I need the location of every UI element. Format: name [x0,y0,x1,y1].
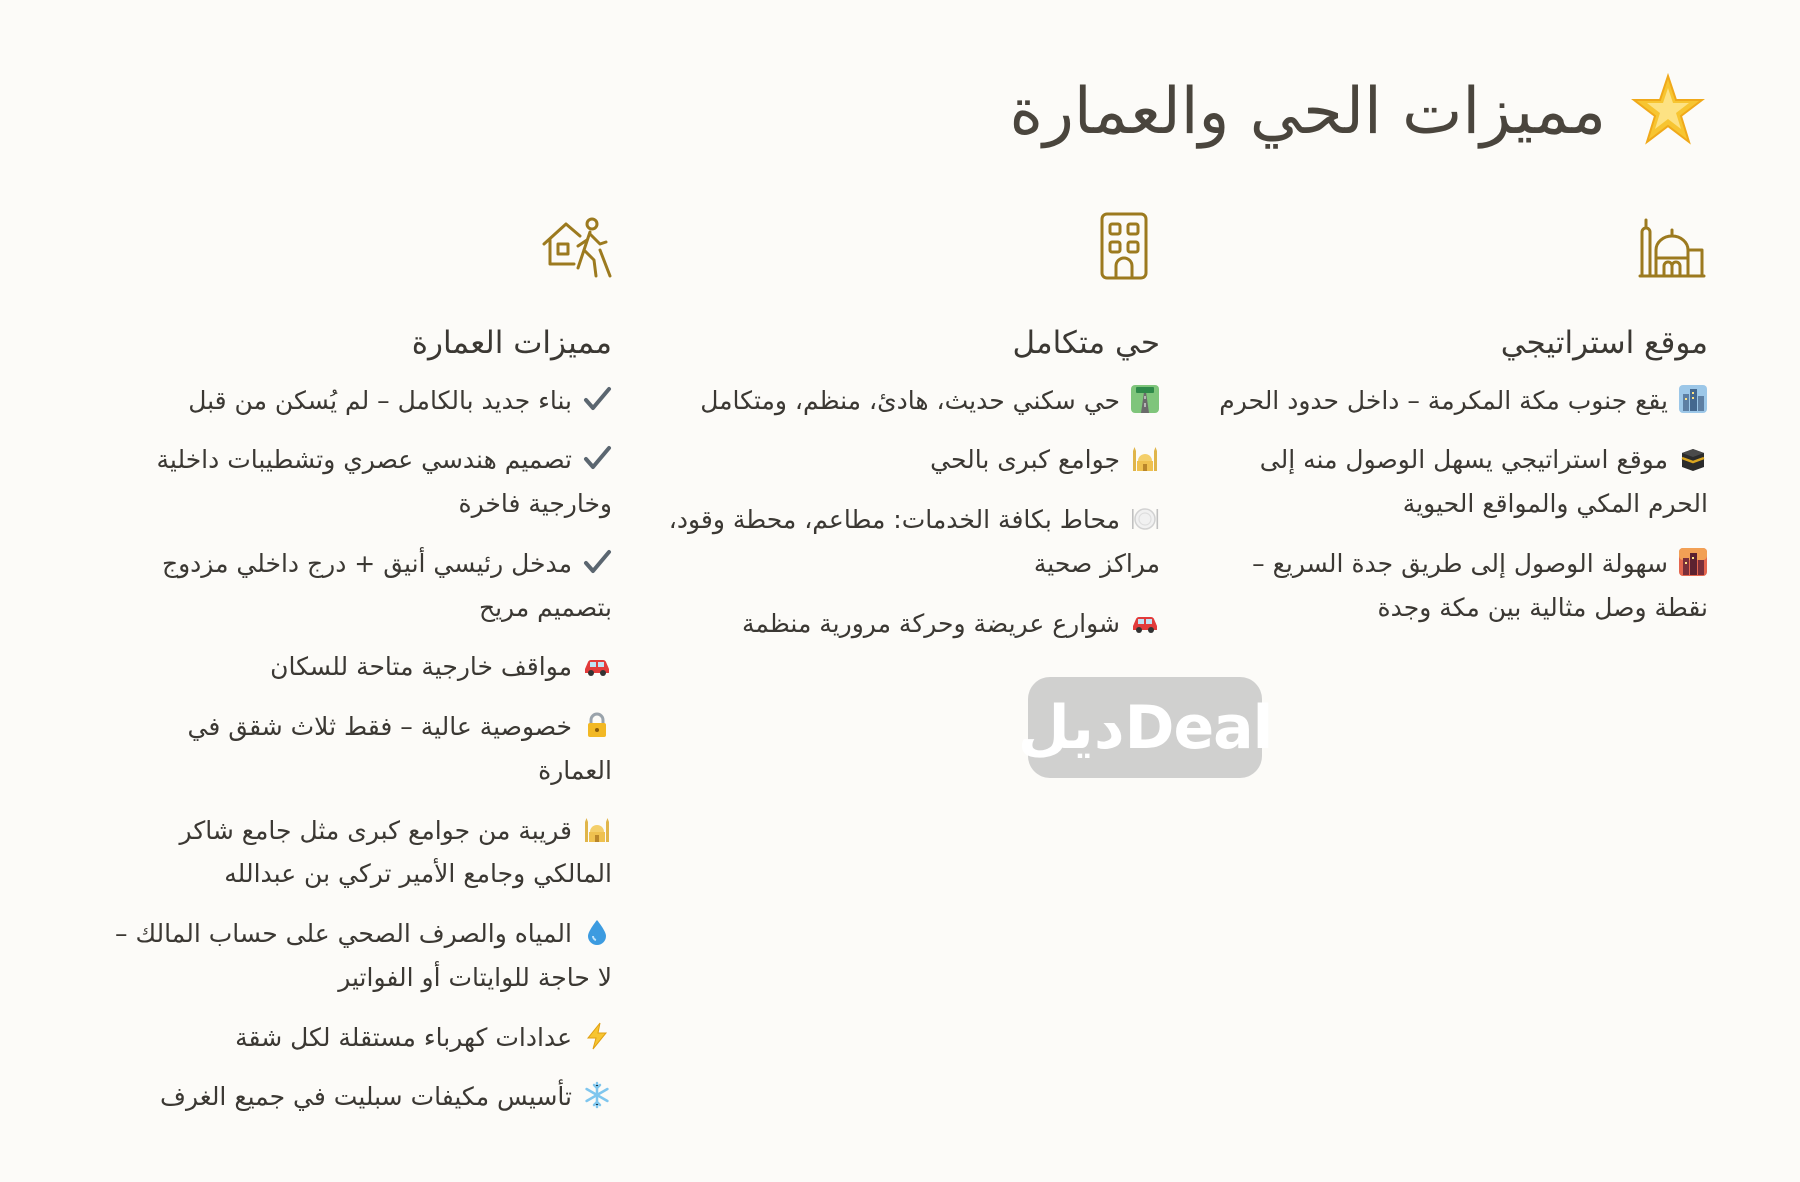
item-text: يقع جنوب مكة المكرمة – داخل حدود الحرم [1219,385,1668,415]
item-text: خصوصية عالية – فقط ثلاث شقق في العمارة [187,712,612,785]
item-text: قريبة من جوامع كبرى مثل جامع شاكر المالكي وجامع الأمير تركي بن عبدالله [179,815,612,889]
snowflake-icon [582,1080,612,1110]
list-item [112,542,612,630]
item-text: تأسيس مكيفات سبليت في جميع الغرف [160,1082,572,1112]
plate-icon [1130,503,1160,533]
mosque-icon [1636,210,1708,282]
list-item [112,379,612,423]
feature-columns [88,210,1708,1135]
kaaba-icon [1678,443,1708,473]
list-item [1208,379,1708,423]
list-item [660,498,1160,586]
item-text: محاط بكافة الخدمات: مطاعم، محطة وقود، مراكز صحية [668,505,1160,578]
list-item [112,912,612,1000]
item-text: تصميم هندسي عصري وتشطيبات داخلية وخارجية فاخرة [156,445,612,518]
feature-list [112,379,612,1136]
list-item [660,379,1160,423]
car-icon [1130,607,1160,637]
item-text: عدادات كهرباء مستقلة لكل شقة [235,1022,572,1052]
lightning-icon [582,1021,612,1051]
list-item [1208,438,1708,526]
item-text: مواقف خارجية متاحة للسكان [270,652,572,682]
column-strategic-location [1208,210,1708,1135]
feature-list [660,379,1160,662]
item-text: شوارع عريضة وحركة مرورية منظمة [742,608,1120,638]
item-text: سهولة الوصول إلى طريق جدة السريع – نقطة وصل مثالية بين مكة وجدة [1252,548,1708,622]
column-heading: موقع استراتيجي [1500,325,1708,361]
car-icon [582,650,612,680]
city-icon [1678,384,1708,414]
glowing-star-icon [1628,72,1708,152]
column-heading: مميزات العمارة [411,325,612,361]
list-item [660,438,1160,482]
list-item [112,809,612,897]
page-title: مميزات الحي والعمارة [1009,75,1606,149]
city-sunset-icon [1678,547,1708,577]
column-building-features [112,210,612,1135]
list-item [112,1016,612,1060]
feature-list [1208,379,1708,646]
column-integrated-neighborhood [660,210,1160,1135]
check-icon [582,384,612,414]
page-title-row [1009,72,1708,152]
mosque-icon [1130,443,1160,473]
lock-icon [582,710,612,740]
list-item [112,705,612,793]
item-text: بناء جديد بالكامل – لم يُسكن من قبل [188,385,572,415]
item-text: جوامع كبرى بالحي [930,445,1120,475]
watermark-logo: ديلDeal [1028,677,1262,778]
item-text: مدخل رئيسي أنيق + درج داخلي مزدوج بتصميم مريح [161,548,612,622]
list-item [112,1075,612,1119]
building-icon [1088,210,1160,282]
motorway-icon [1130,384,1160,414]
list-item [660,602,1160,646]
check-icon [582,443,612,473]
check-icon [582,547,612,577]
list-item [1208,542,1708,630]
item-text: حي سكني حديث، هادئ، منظم، ومتكامل [700,385,1120,415]
column-heading: حي متكامل [1012,325,1160,361]
mosque-icon [582,814,612,844]
item-text: موقع استراتيجي يسهل الوصول منه إلى الحرم المكي والمواقع الحيوية [1259,445,1708,518]
droplet-icon [582,917,612,947]
house-person-icon [540,210,612,282]
list-item [112,645,612,689]
item-text: المياه والصرف الصحي على حساب المالك – لا حاجة للوايتات أو الفواتير [115,919,612,992]
list-item [112,438,612,526]
